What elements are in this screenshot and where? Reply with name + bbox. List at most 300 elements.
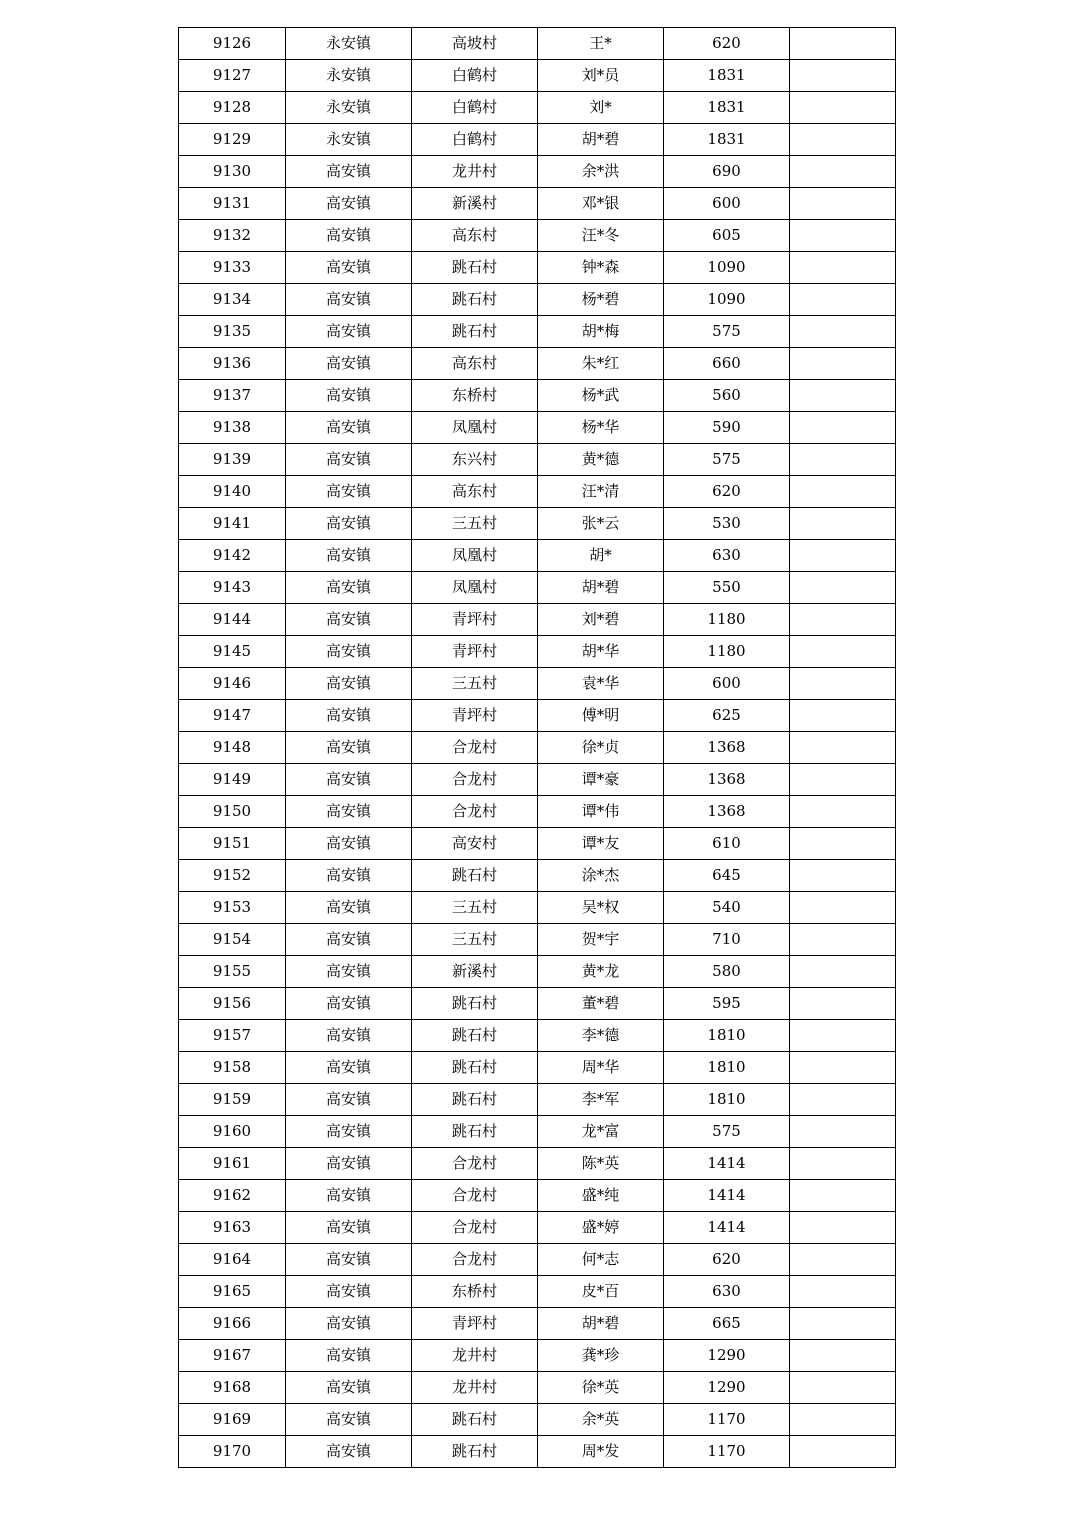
town-cell: 高安镇	[286, 1244, 412, 1276]
serial-number-cell: 9153	[179, 892, 286, 924]
table-row	[179, 892, 896, 924]
village-cell: 三五村	[412, 892, 538, 924]
town-cell: 永安镇	[286, 124, 412, 156]
amount-cell: 1170	[664, 1404, 790, 1436]
amount-cell: 605	[664, 220, 790, 252]
serial-number-cell: 9138	[179, 412, 286, 444]
remark-cell	[790, 540, 896, 572]
remark-cell	[790, 156, 896, 188]
table-row	[179, 1212, 896, 1244]
amount-cell: 1090	[664, 252, 790, 284]
name-cell: 盛*婷	[538, 1212, 664, 1244]
remark-cell	[790, 764, 896, 796]
remark-cell	[790, 1308, 896, 1340]
name-cell: 钟*森	[538, 252, 664, 284]
name-cell: 黄*德	[538, 444, 664, 476]
serial-number-cell: 9139	[179, 444, 286, 476]
serial-number-cell: 9130	[179, 156, 286, 188]
remark-cell	[790, 412, 896, 444]
remark-cell	[790, 476, 896, 508]
name-cell: 董*碧	[538, 988, 664, 1020]
village-cell: 龙井村	[412, 1372, 538, 1404]
village-cell: 白鹤村	[412, 124, 538, 156]
village-cell: 凤凰村	[412, 412, 538, 444]
remark-cell	[790, 380, 896, 412]
town-cell: 高安镇	[286, 1052, 412, 1084]
amount-cell: 575	[664, 1116, 790, 1148]
remark-cell	[790, 700, 896, 732]
town-cell: 高安镇	[286, 188, 412, 220]
remark-cell	[790, 252, 896, 284]
town-cell: 高安镇	[286, 668, 412, 700]
town-cell: 高安镇	[286, 828, 412, 860]
table-row	[179, 1180, 896, 1212]
village-cell: 合龙村	[412, 1180, 538, 1212]
table-row	[179, 124, 896, 156]
village-cell: 跳石村	[412, 316, 538, 348]
name-cell: 余*洪	[538, 156, 664, 188]
town-cell: 高安镇	[286, 636, 412, 668]
town-cell: 高安镇	[286, 764, 412, 796]
name-cell: 朱*红	[538, 348, 664, 380]
amount-cell: 1170	[664, 1436, 790, 1468]
village-cell: 东桥村	[412, 1276, 538, 1308]
village-cell: 跳石村	[412, 1436, 538, 1468]
amount-cell: 1810	[664, 1020, 790, 1052]
amount-cell: 540	[664, 892, 790, 924]
town-cell: 高安镇	[286, 444, 412, 476]
serial-number-cell: 9131	[179, 188, 286, 220]
serial-number-cell: 9136	[179, 348, 286, 380]
village-cell: 高东村	[412, 220, 538, 252]
serial-number-cell: 9137	[179, 380, 286, 412]
amount-cell: 550	[664, 572, 790, 604]
table-row	[179, 412, 896, 444]
village-cell: 跳石村	[412, 860, 538, 892]
town-cell: 高安镇	[286, 220, 412, 252]
serial-number-cell: 9135	[179, 316, 286, 348]
name-cell: 谭*友	[538, 828, 664, 860]
village-cell: 白鹤村	[412, 92, 538, 124]
amount-cell: 1290	[664, 1340, 790, 1372]
name-cell: 徐*英	[538, 1372, 664, 1404]
village-cell: 新溪村	[412, 188, 538, 220]
table-row	[179, 284, 896, 316]
name-cell: 徐*贞	[538, 732, 664, 764]
serial-number-cell: 9160	[179, 1116, 286, 1148]
remark-cell	[790, 1020, 896, 1052]
amount-cell: 1414	[664, 1212, 790, 1244]
remark-cell	[790, 1404, 896, 1436]
remark-cell	[790, 1276, 896, 1308]
name-cell: 杨*华	[538, 412, 664, 444]
name-cell: 刘*员	[538, 60, 664, 92]
records-table	[178, 27, 896, 1468]
serial-number-cell: 9128	[179, 92, 286, 124]
remark-cell	[790, 220, 896, 252]
remark-cell	[790, 956, 896, 988]
table-row	[179, 668, 896, 700]
town-cell: 高安镇	[286, 252, 412, 284]
amount-cell: 1810	[664, 1084, 790, 1116]
serial-number-cell: 9166	[179, 1308, 286, 1340]
name-cell: 胡*梅	[538, 316, 664, 348]
town-cell: 高安镇	[286, 1404, 412, 1436]
name-cell: 李*军	[538, 1084, 664, 1116]
village-cell: 跳石村	[412, 252, 538, 284]
table-row	[179, 604, 896, 636]
town-cell: 高安镇	[286, 988, 412, 1020]
amount-cell: 610	[664, 828, 790, 860]
amount-cell: 630	[664, 540, 790, 572]
amount-cell: 590	[664, 412, 790, 444]
town-cell: 高安镇	[286, 1148, 412, 1180]
table-row	[179, 700, 896, 732]
table-row	[179, 1116, 896, 1148]
amount-cell: 620	[664, 476, 790, 508]
remark-cell	[790, 1244, 896, 1276]
village-cell: 跳石村	[412, 284, 538, 316]
table-row	[179, 572, 896, 604]
village-cell: 新溪村	[412, 956, 538, 988]
name-cell: 王*	[538, 28, 664, 60]
town-cell: 永安镇	[286, 60, 412, 92]
name-cell: 贺*宇	[538, 924, 664, 956]
serial-number-cell: 9170	[179, 1436, 286, 1468]
amount-cell: 645	[664, 860, 790, 892]
table-row	[179, 860, 896, 892]
remark-cell	[790, 188, 896, 220]
table-row	[179, 1372, 896, 1404]
amount-cell: 665	[664, 1308, 790, 1340]
town-cell: 高安镇	[286, 1116, 412, 1148]
village-cell: 三五村	[412, 924, 538, 956]
town-cell: 高安镇	[286, 1340, 412, 1372]
name-cell: 汪*冬	[538, 220, 664, 252]
town-cell: 高安镇	[286, 156, 412, 188]
serial-number-cell: 9155	[179, 956, 286, 988]
town-cell: 高安镇	[286, 508, 412, 540]
name-cell: 刘*碧	[538, 604, 664, 636]
table-row	[179, 1084, 896, 1116]
name-cell: 傅*明	[538, 700, 664, 732]
remark-cell	[790, 668, 896, 700]
serial-number-cell: 9167	[179, 1340, 286, 1372]
remark-cell	[790, 828, 896, 860]
table-row	[179, 444, 896, 476]
town-cell: 高安镇	[286, 348, 412, 380]
town-cell: 高安镇	[286, 1020, 412, 1052]
name-cell: 黄*龙	[538, 956, 664, 988]
amount-cell: 530	[664, 508, 790, 540]
name-cell: 杨*武	[538, 380, 664, 412]
table-row	[179, 188, 896, 220]
amount-cell: 1180	[664, 604, 790, 636]
village-cell: 合龙村	[412, 796, 538, 828]
village-cell: 三五村	[412, 668, 538, 700]
town-cell: 高安镇	[286, 540, 412, 572]
table-row	[179, 380, 896, 412]
serial-number-cell: 9156	[179, 988, 286, 1020]
remark-cell	[790, 636, 896, 668]
village-cell: 合龙村	[412, 1244, 538, 1276]
village-cell: 青坪村	[412, 636, 538, 668]
remark-cell	[790, 604, 896, 636]
amount-cell: 1414	[664, 1148, 790, 1180]
table-row	[179, 316, 896, 348]
amount-cell: 620	[664, 1244, 790, 1276]
amount-cell: 1810	[664, 1052, 790, 1084]
amount-cell: 575	[664, 444, 790, 476]
town-cell: 高安镇	[286, 924, 412, 956]
serial-number-cell: 9143	[179, 572, 286, 604]
name-cell: 余*英	[538, 1404, 664, 1436]
serial-number-cell: 9163	[179, 1212, 286, 1244]
table-row	[179, 92, 896, 124]
table-row	[179, 636, 896, 668]
serial-number-cell: 9165	[179, 1276, 286, 1308]
amount-cell: 600	[664, 188, 790, 220]
serial-number-cell: 9162	[179, 1180, 286, 1212]
town-cell: 高安镇	[286, 956, 412, 988]
amount-cell: 600	[664, 668, 790, 700]
table-row	[179, 924, 896, 956]
amount-cell: 595	[664, 988, 790, 1020]
records-body	[179, 28, 896, 1468]
serial-number-cell: 9146	[179, 668, 286, 700]
table-row	[179, 348, 896, 380]
serial-number-cell: 9151	[179, 828, 286, 860]
table-row	[179, 220, 896, 252]
town-cell: 高安镇	[286, 380, 412, 412]
serial-number-cell: 9164	[179, 1244, 286, 1276]
serial-number-cell: 9142	[179, 540, 286, 572]
town-cell: 高安镇	[286, 892, 412, 924]
table-row	[179, 1052, 896, 1084]
village-cell: 高安村	[412, 828, 538, 860]
remark-cell	[790, 732, 896, 764]
table-row	[179, 764, 896, 796]
name-cell: 胡*碧	[538, 124, 664, 156]
village-cell: 跳石村	[412, 1052, 538, 1084]
remark-cell	[790, 28, 896, 60]
table-row	[179, 732, 896, 764]
village-cell: 龙井村	[412, 156, 538, 188]
amount-cell: 630	[664, 1276, 790, 1308]
name-cell: 何*志	[538, 1244, 664, 1276]
remark-cell	[790, 860, 896, 892]
table-row	[179, 156, 896, 188]
village-cell: 合龙村	[412, 764, 538, 796]
name-cell: 李*德	[538, 1020, 664, 1052]
town-cell: 永安镇	[286, 28, 412, 60]
name-cell: 胡*碧	[538, 572, 664, 604]
serial-number-cell: 9169	[179, 1404, 286, 1436]
amount-cell: 1414	[664, 1180, 790, 1212]
serial-number-cell: 9132	[179, 220, 286, 252]
serial-number-cell: 9150	[179, 796, 286, 828]
remark-cell	[790, 796, 896, 828]
name-cell: 杨*碧	[538, 284, 664, 316]
town-cell: 高安镇	[286, 1436, 412, 1468]
serial-number-cell: 9134	[179, 284, 286, 316]
serial-number-cell: 9145	[179, 636, 286, 668]
table-row	[179, 1276, 896, 1308]
town-cell: 永安镇	[286, 92, 412, 124]
amount-cell: 690	[664, 156, 790, 188]
name-cell: 周*华	[538, 1052, 664, 1084]
village-cell: 跳石村	[412, 1404, 538, 1436]
name-cell: 胡*华	[538, 636, 664, 668]
village-cell: 高东村	[412, 476, 538, 508]
serial-number-cell: 9133	[179, 252, 286, 284]
serial-number-cell: 9147	[179, 700, 286, 732]
amount-cell: 1180	[664, 636, 790, 668]
amount-cell: 580	[664, 956, 790, 988]
name-cell: 汪*清	[538, 476, 664, 508]
amount-cell: 625	[664, 700, 790, 732]
town-cell: 高安镇	[286, 860, 412, 892]
village-cell: 合龙村	[412, 1212, 538, 1244]
serial-number-cell: 9154	[179, 924, 286, 956]
town-cell: 高安镇	[286, 412, 412, 444]
serial-number-cell: 9141	[179, 508, 286, 540]
name-cell: 吴*权	[538, 892, 664, 924]
name-cell: 龙*富	[538, 1116, 664, 1148]
village-cell: 跳石村	[412, 1020, 538, 1052]
remark-cell	[790, 1340, 896, 1372]
amount-cell: 1090	[664, 284, 790, 316]
village-cell: 白鹤村	[412, 60, 538, 92]
serial-number-cell: 9159	[179, 1084, 286, 1116]
village-cell: 跳石村	[412, 1084, 538, 1116]
amount-cell: 710	[664, 924, 790, 956]
remark-cell	[790, 1180, 896, 1212]
name-cell: 胡*碧	[538, 1308, 664, 1340]
village-cell: 青坪村	[412, 700, 538, 732]
remark-cell	[790, 316, 896, 348]
table-row	[179, 796, 896, 828]
town-cell: 高安镇	[286, 1180, 412, 1212]
amount-cell: 560	[664, 380, 790, 412]
remark-cell	[790, 1052, 896, 1084]
amount-cell: 1368	[664, 796, 790, 828]
table-row	[179, 956, 896, 988]
name-cell: 龚*珍	[538, 1340, 664, 1372]
serial-number-cell: 9127	[179, 60, 286, 92]
town-cell: 高安镇	[286, 1308, 412, 1340]
table-row	[179, 1436, 896, 1468]
village-cell: 三五村	[412, 508, 538, 540]
serial-number-cell: 9158	[179, 1052, 286, 1084]
serial-number-cell: 9157	[179, 1020, 286, 1052]
serial-number-cell: 9129	[179, 124, 286, 156]
remark-cell	[790, 572, 896, 604]
remark-cell	[790, 444, 896, 476]
remark-cell	[790, 924, 896, 956]
village-cell: 东桥村	[412, 380, 538, 412]
serial-number-cell: 9149	[179, 764, 286, 796]
amount-cell: 1831	[664, 60, 790, 92]
village-cell: 青坪村	[412, 1308, 538, 1340]
remark-cell	[790, 1148, 896, 1180]
name-cell: 陈*英	[538, 1148, 664, 1180]
amount-cell: 1368	[664, 732, 790, 764]
village-cell: 龙井村	[412, 1340, 538, 1372]
amount-cell: 1368	[664, 764, 790, 796]
name-cell: 刘*	[538, 92, 664, 124]
table-row	[179, 1244, 896, 1276]
name-cell: 张*云	[538, 508, 664, 540]
town-cell: 高安镇	[286, 732, 412, 764]
village-cell: 高东村	[412, 348, 538, 380]
amount-cell: 1831	[664, 92, 790, 124]
amount-cell: 575	[664, 316, 790, 348]
name-cell: 谭*伟	[538, 796, 664, 828]
name-cell: 邓*银	[538, 188, 664, 220]
village-cell: 凤凰村	[412, 572, 538, 604]
remark-cell	[790, 348, 896, 380]
village-cell: 合龙村	[412, 732, 538, 764]
town-cell: 高安镇	[286, 284, 412, 316]
remark-cell	[790, 1084, 896, 1116]
table-row	[179, 508, 896, 540]
serial-number-cell: 9144	[179, 604, 286, 636]
amount-cell: 660	[664, 348, 790, 380]
table-row	[179, 540, 896, 572]
table-row	[179, 988, 896, 1020]
name-cell: 盛*纯	[538, 1180, 664, 1212]
amount-cell: 1290	[664, 1372, 790, 1404]
remark-cell	[790, 92, 896, 124]
amount-cell: 620	[664, 28, 790, 60]
remark-cell	[790, 988, 896, 1020]
serial-number-cell: 9148	[179, 732, 286, 764]
name-cell: 谭*豪	[538, 764, 664, 796]
name-cell: 周*发	[538, 1436, 664, 1468]
village-cell: 合龙村	[412, 1148, 538, 1180]
village-cell: 东兴村	[412, 444, 538, 476]
remark-cell	[790, 1436, 896, 1468]
table-row	[179, 60, 896, 92]
town-cell: 高安镇	[286, 1372, 412, 1404]
town-cell: 高安镇	[286, 316, 412, 348]
serial-number-cell: 9126	[179, 28, 286, 60]
town-cell: 高安镇	[286, 700, 412, 732]
town-cell: 高安镇	[286, 1212, 412, 1244]
village-cell: 凤凰村	[412, 540, 538, 572]
serial-number-cell: 9168	[179, 1372, 286, 1404]
remark-cell	[790, 892, 896, 924]
table-row	[179, 252, 896, 284]
name-cell: 胡*	[538, 540, 664, 572]
table-row	[179, 28, 896, 60]
remark-cell	[790, 60, 896, 92]
name-cell: 皮*百	[538, 1276, 664, 1308]
table-row	[179, 1308, 896, 1340]
table-row	[179, 828, 896, 860]
table-row	[179, 1404, 896, 1436]
remark-cell	[790, 1116, 896, 1148]
town-cell: 高安镇	[286, 796, 412, 828]
remark-cell	[790, 284, 896, 316]
serial-number-cell: 9140	[179, 476, 286, 508]
village-cell: 跳石村	[412, 988, 538, 1020]
name-cell: 袁*华	[538, 668, 664, 700]
town-cell: 高安镇	[286, 604, 412, 636]
table-row	[179, 1148, 896, 1180]
table-row	[179, 1020, 896, 1052]
